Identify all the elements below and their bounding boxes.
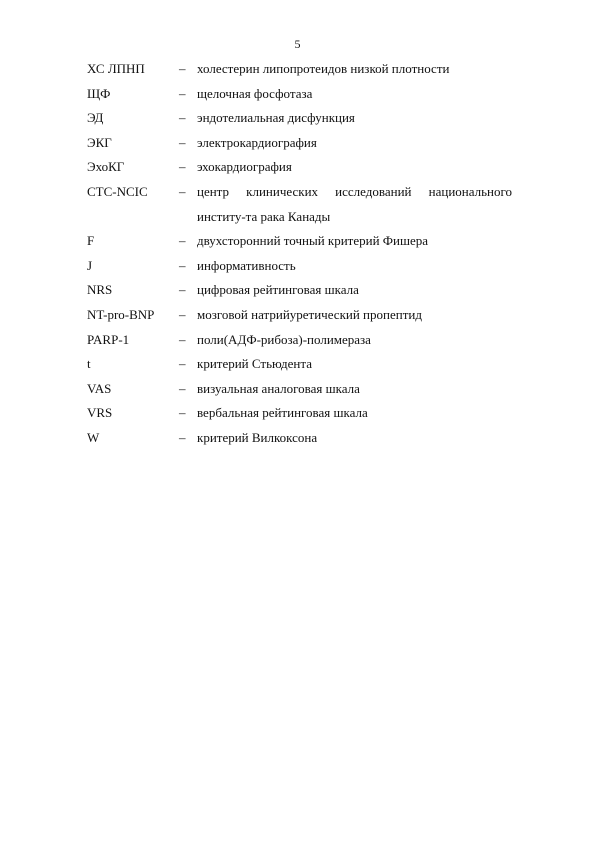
abbreviation-row <box>87 155 512 180</box>
abbreviation-term: NT-pro-BNP <box>87 306 155 322</box>
abbreviation-dash: – <box>179 282 186 298</box>
abbreviation-dash: – <box>179 134 186 150</box>
abbreviation-dash: – <box>179 159 186 175</box>
abbreviation-row <box>87 57 512 82</box>
abbreviation-row <box>87 106 512 131</box>
abbreviation-dash: – <box>179 85 186 101</box>
abbreviation-row <box>87 229 512 254</box>
abbreviation-row <box>87 82 512 107</box>
abbreviation-term: ЭД <box>87 110 104 126</box>
abbreviation-definition: эхокардиография <box>197 159 292 175</box>
abbreviation-definition: щелочная фосфотаза <box>197 85 313 101</box>
abbreviation-term: ХС ЛПНП <box>87 61 145 76</box>
abbreviation-definition: электрокардиография <box>197 134 317 150</box>
abbreviation-definition: центр клинических исследований национального институ-та рака Канады <box>197 183 512 224</box>
abbreviation-definition: критерий Вилкоксона <box>197 429 318 445</box>
page-number: 5 <box>294 37 301 51</box>
abbreviation-definition: вербальная рейтинговая шкала <box>197 405 368 421</box>
abbreviation-definition: цифровая рейтинговая шкала <box>197 282 359 298</box>
abbreviation-term: CTC-NCIC <box>87 183 148 199</box>
abbreviation-dash: – <box>179 61 186 76</box>
abbreviation-term: ЭКГ <box>87 134 112 150</box>
abbreviation-dash: – <box>179 331 186 347</box>
abbreviation-list <box>87 57 512 451</box>
abbreviation-term: t <box>87 356 91 372</box>
abbreviation-definition: визуальная аналоговая шкала <box>197 380 360 396</box>
abbreviation-term: NRS <box>87 282 113 298</box>
abbreviation-row <box>87 254 512 279</box>
abbreviation-dash: – <box>179 380 186 396</box>
abbreviation-row <box>87 401 512 426</box>
abbreviation-dash: – <box>179 233 186 249</box>
abbreviation-dash: – <box>179 183 186 199</box>
abbreviation-term: VAS <box>87 380 112 396</box>
abbreviation-dash: – <box>179 429 186 445</box>
abbreviation-term: F <box>87 233 95 249</box>
abbreviation-row <box>87 377 512 402</box>
abbreviation-definition: поли(АДФ-рибоза)-полимераза <box>197 331 371 347</box>
abbreviation-row <box>87 278 512 303</box>
abbreviation-term: ЩФ <box>87 85 111 101</box>
abbreviation-definition: информативность <box>197 257 296 273</box>
abbreviation-dash: – <box>179 356 186 372</box>
abbreviation-row <box>87 352 512 377</box>
abbreviation-dash: – <box>179 306 186 322</box>
abbreviation-row <box>87 426 512 451</box>
abbreviation-definition: мозговой натрийуретический пропептид <box>197 306 422 322</box>
abbreviation-definition: критерий Стьюдента <box>197 356 313 372</box>
abbreviation-term: VRS <box>87 405 113 421</box>
abbreviation-term: J <box>87 257 93 273</box>
abbreviation-term: ЭхоКГ <box>87 159 125 175</box>
abbreviation-definition: двухсторонний точный критерий Фишера <box>197 233 429 249</box>
abbreviation-row <box>87 328 512 353</box>
abbreviation-dash: – <box>179 110 186 126</box>
abbreviation-dash: – <box>179 405 186 421</box>
abbreviation-term: W <box>87 429 100 445</box>
abbreviation-row <box>87 303 512 328</box>
abbreviation-term: PARP-1 <box>87 331 130 347</box>
abbreviation-definition: эндотелиальная дисфункция <box>197 110 355 126</box>
abbreviation-row <box>87 180 512 229</box>
abbreviation-row <box>87 131 512 156</box>
abbreviation-definition: холестерин липопротеидов низкой плотности <box>197 61 450 76</box>
abbreviation-dash: – <box>179 257 186 273</box>
